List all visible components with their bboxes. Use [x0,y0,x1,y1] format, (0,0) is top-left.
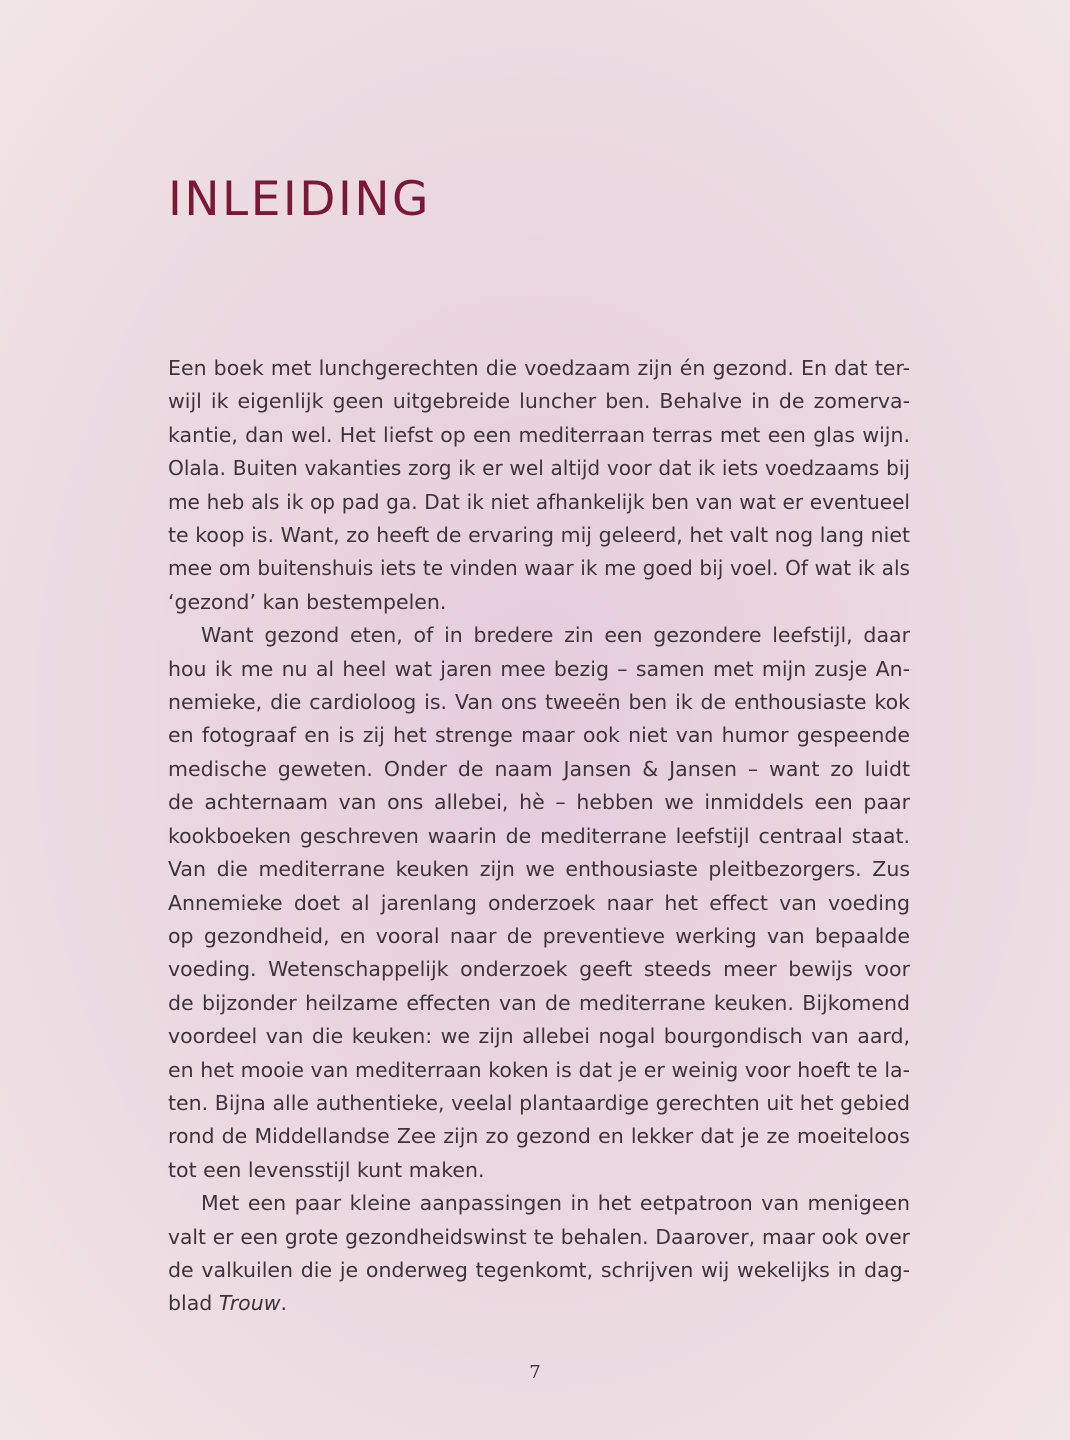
text-line: op gezondheid, en vooral naar de preventieve werking van bepaalde [168,923,910,948]
text-line: te koop is. Want, zo heeft de ervaring mij geleerd, het valt nog lang niet [168,523,910,548]
text-line: kantie, dan wel. Het liefst op een mediterraan terras met een glas wijn. [168,422,910,447]
text-line: voordeel van die keuken: we zijn allebei nogal bourgondisch van aard, [168,1024,910,1049]
text-line: wijl ik eigenlijk geen uitgebreide luncher ben. Behalve in de zomerva- [168,389,910,414]
text-line: en fotograaf en is zij het strenge maar ook niet van humor gespeende [168,723,910,748]
text-line: valt er een grote gezondheidswinst te behalen. Daarover, maar ook over [168,1224,910,1249]
chapter-title: INLEIDING [168,172,431,227]
text-line: hou ik me nu al heel wat jaren mee bezig – samen met mijn zusje An- [168,656,910,681]
paragraph-3 [168,1187,910,1321]
text-line: me heb als ik op pad ga. Dat ik niet afhankelijk ben van wat er eventueel [168,489,910,514]
paragraph-1 [168,352,910,619]
newspaper-name: Trouw [218,1291,281,1316]
text-line: mee om buitenshuis iets te vinden waar ik me goed bij voel. Of wat ik als [168,556,910,581]
text-line: kookboeken geschreven waarin de mediterrane leefstijl centraal staat. [168,823,910,848]
text-line: de valkuilen die je onderweg tegenkomt, schrijven wij wekelijks in dag- [168,1257,910,1282]
text-line: Want gezond eten, of in bredere zin een gezondere leefstijl, daar [201,623,910,648]
text-line: rond de Middellandse Zee zijn zo gezond en lekker dat je ze moeiteloos [168,1124,910,1149]
text-line: voeding. Wetenschappelijk onderzoek geeft steeds meer bewijs voor [168,957,910,982]
text-line: de achternaam van ons allebei, hè – hebben we inmiddels een paar [168,790,910,815]
body-text [168,352,910,1321]
text-line: ten. Bijna alle authentieke, veelal plantaardige gerechten uit het gebied [168,1090,910,1115]
text-line-last [168,1287,910,1320]
text-line: Met een paar kleine aanpassingen in het eetpatroon van menigeen [201,1191,910,1216]
paragraph-2 [168,619,910,1187]
text-line: tot een levensstijl kunt maken. [168,1157,485,1182]
text-line: Annemieke doet al jarenlang onderzoek naar het effect van voeding [168,890,910,915]
text-line: nemieke, die cardioloog is. Van ons tweeën ben ik de enthousiaste kok [168,690,910,715]
text-line: Olala. Buiten vakanties zorg ik er wel altijd voor dat ik iets voedzaams bij [168,456,910,481]
text-line: ‘gezond’ kan bestempelen. [168,589,447,614]
text-line: Van die mediterrane keuken zijn we enthousiaste pleitbezorgers. Zus [168,857,910,882]
page-number: 7 [529,1362,541,1383]
text-fragment: . [280,1291,288,1316]
text-fragment: blad [168,1291,219,1316]
text-line: Een boek met lunchgerechten die voedzaam zijn én gezond. En dat ter- [168,356,910,380]
text-line: de bijzonder heilzame effecten van de mediterrane keuken. Bijkomend [168,990,910,1015]
text-line: en het mooie van mediterraan koken is dat je er weinig voor hoeft te la- [168,1057,910,1082]
text-line: medische geweten. Onder de naam Jansen & Jansen – want zo luidt [168,756,910,781]
